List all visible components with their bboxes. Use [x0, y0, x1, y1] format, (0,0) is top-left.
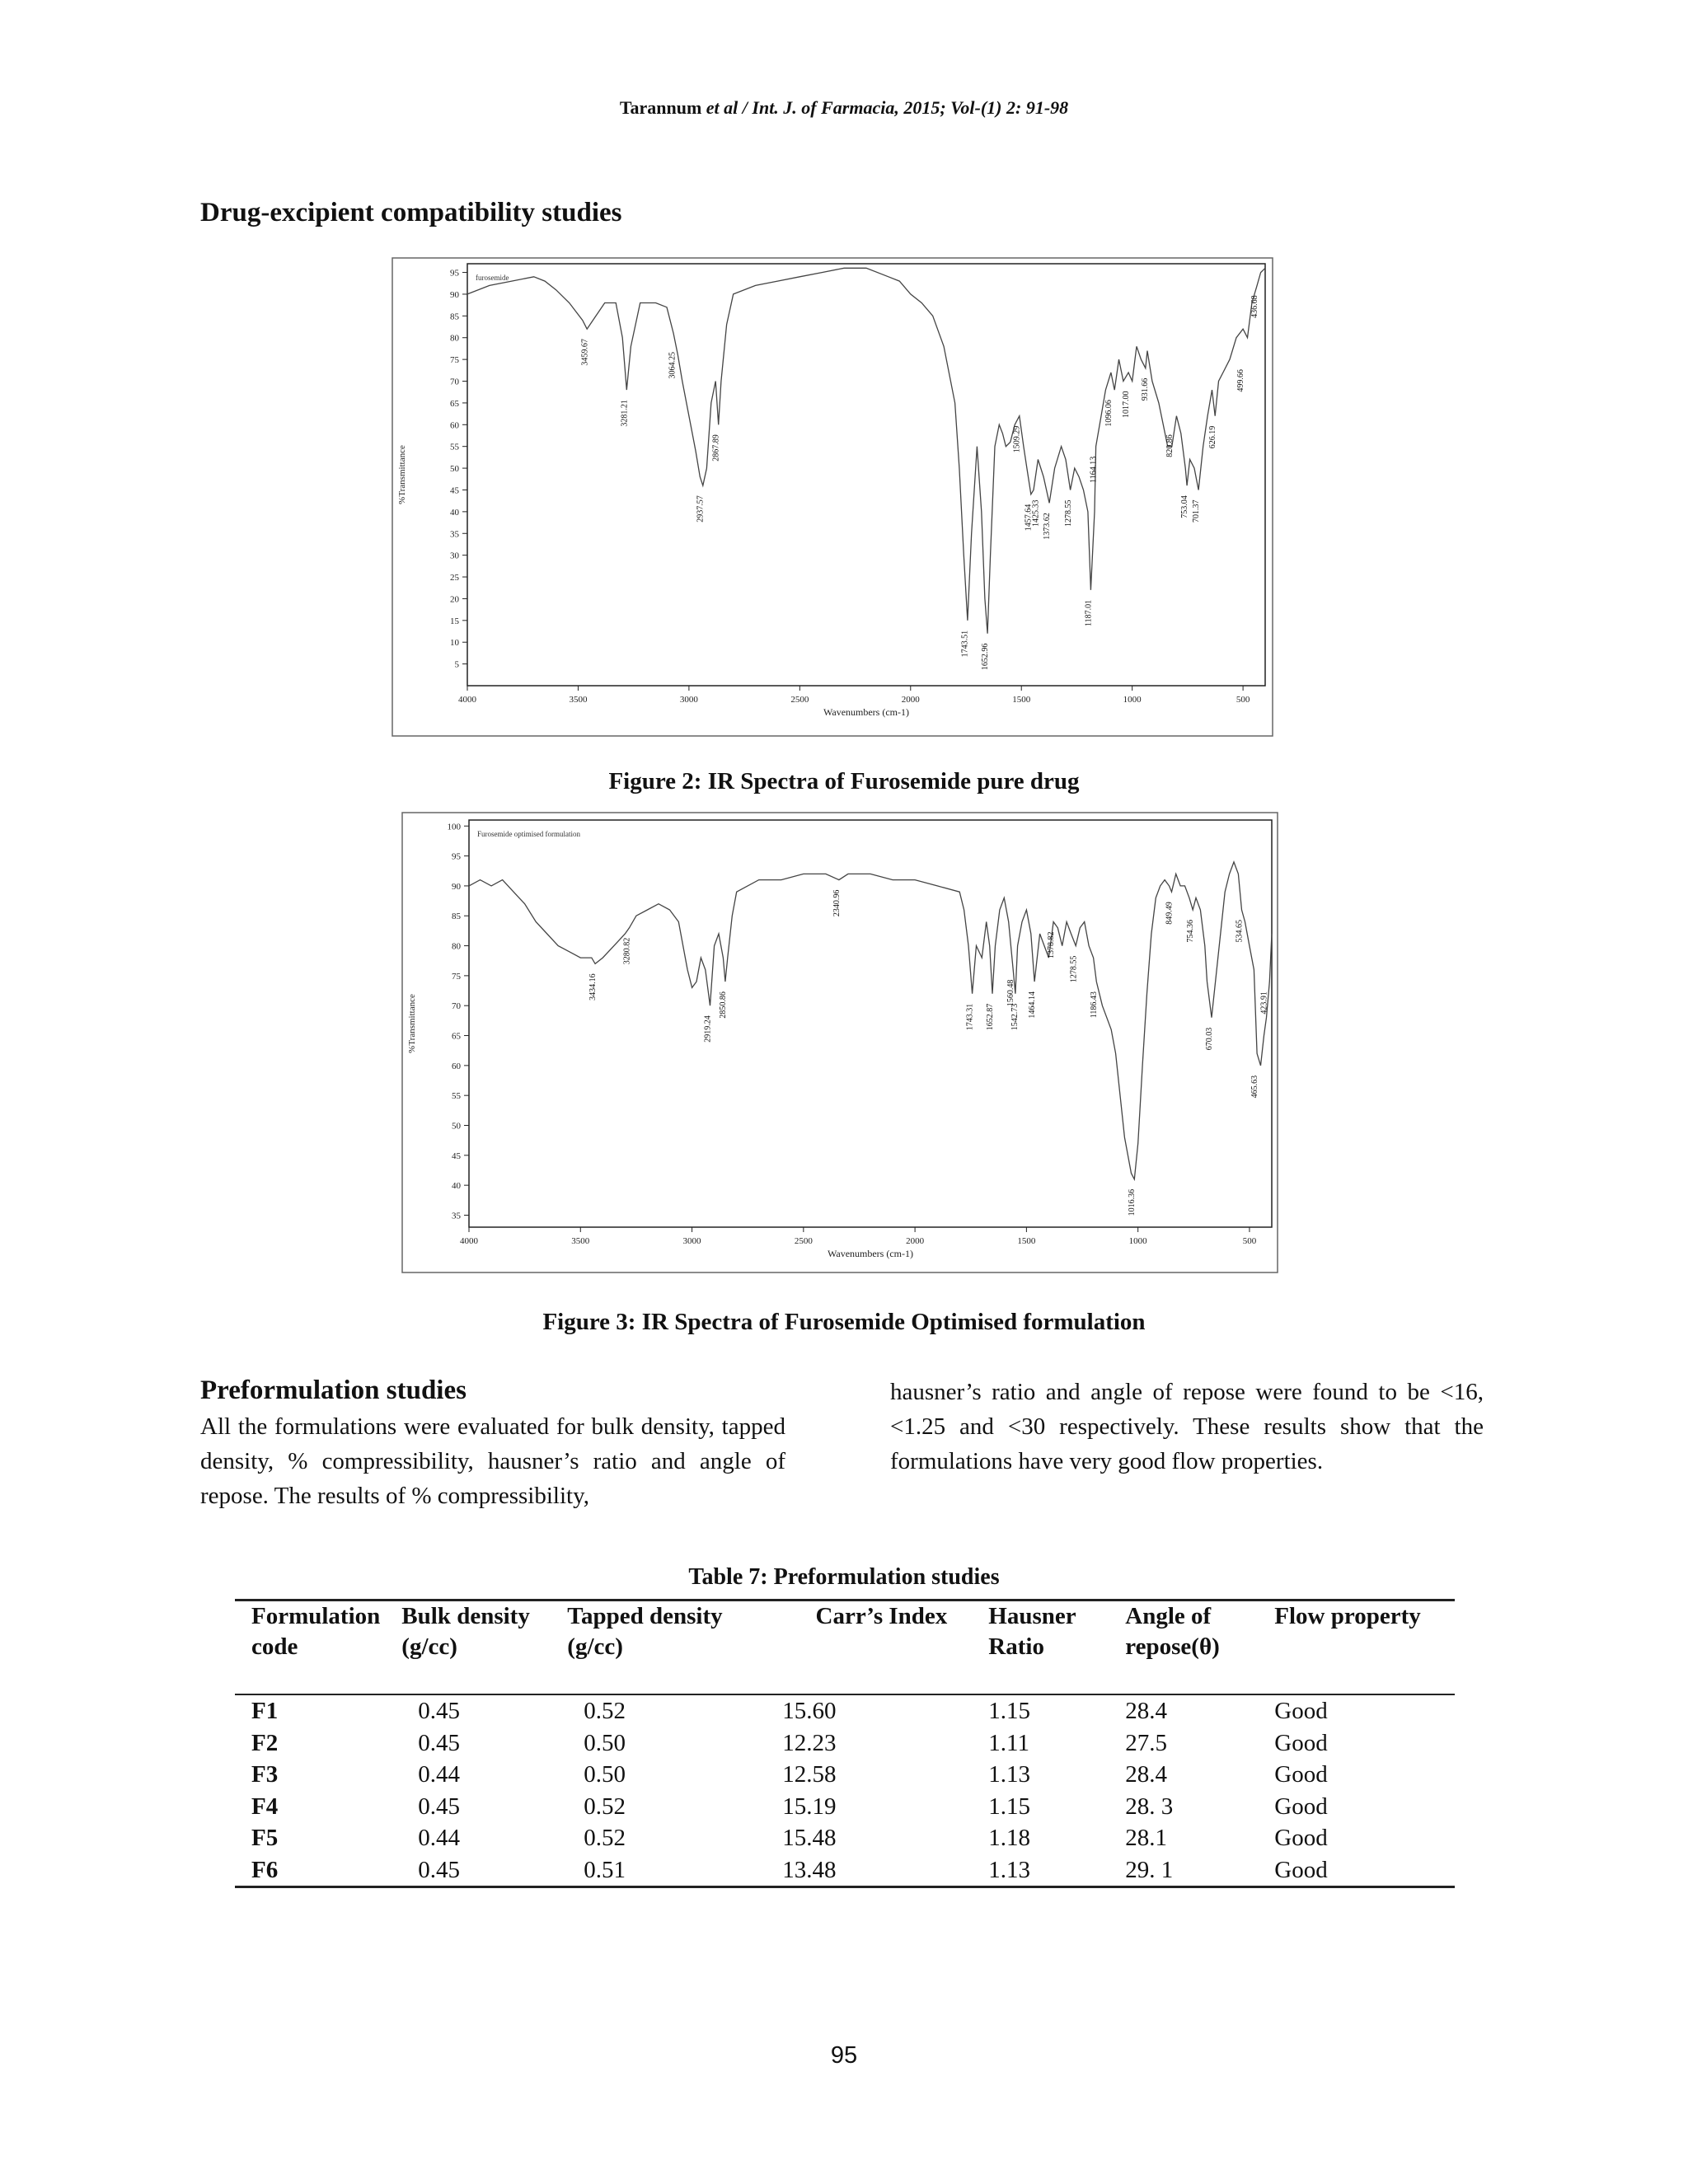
- column-header: Carr’s Index: [766, 1601, 972, 1695]
- y-tick-label: 35: [452, 1211, 461, 1221]
- page-number: 95: [830, 2042, 858, 2069]
- table-row: [235, 1694, 1455, 1727]
- y-tick-label: 75: [450, 355, 459, 366]
- table-cell: 0.45: [418, 1698, 461, 1724]
- peak-label: 753.04: [1180, 495, 1190, 518]
- peak-label: 1652.96: [981, 643, 991, 671]
- x-tick-label: 2000: [906, 1236, 925, 1246]
- table-cell: 12.23: [782, 1729, 837, 1756]
- table-cell: 0.45: [418, 1729, 461, 1756]
- peak-label: 754.36: [1186, 919, 1196, 943]
- table-cell: Good: [1258, 1854, 1455, 1887]
- table-cell: Good: [1274, 1761, 1328, 1788]
- figure-3-caption: Figure 3: IR Spectra of Furosemide Optimised formulation: [542, 1309, 1146, 1335]
- y-tick-label: 55: [452, 1091, 461, 1102]
- x-tick-label: 3500: [571, 1236, 590, 1246]
- table-cell: 1.15: [988, 1698, 1031, 1724]
- peak-label: 1425.33: [1031, 499, 1041, 527]
- peak-label: 849.49: [1165, 902, 1175, 925]
- x-tick-label: 1500: [1017, 1236, 1036, 1246]
- column-header: Formulation code: [235, 1601, 385, 1695]
- table-cell: 28.4: [1125, 1698, 1168, 1724]
- table-cell: F2: [251, 1729, 279, 1756]
- peak-label: 1464.14: [1028, 991, 1038, 1019]
- table-row: [235, 1791, 1455, 1823]
- peak-label: 1164.13: [1089, 456, 1099, 483]
- peak-label: 2867.89: [711, 434, 721, 462]
- peak-label: 931.66: [1141, 377, 1151, 401]
- table-cell: 0.50: [584, 1729, 626, 1756]
- peak-label: 1457.64: [1024, 504, 1034, 532]
- table-cell: 1.11: [988, 1729, 1029, 1756]
- x-tick-label: 4000: [458, 695, 476, 705]
- column-header: Tapped density (g/cc): [551, 1601, 766, 1695]
- peak-label: 2340.96: [832, 889, 842, 917]
- table-cell: 27.5: [1125, 1729, 1168, 1756]
- peak-label: 1652.87: [986, 1003, 996, 1031]
- peak-label: 820.86: [1165, 434, 1175, 457]
- peak-label: 436.68: [1250, 295, 1260, 318]
- x-tick-label: 1000: [1128, 1236, 1147, 1246]
- table-cell: 0.52: [584, 1825, 626, 1851]
- table-cell: 0.50: [584, 1761, 626, 1788]
- x-tick-label: 3000: [682, 1236, 701, 1246]
- peak-label: 1187.01: [1084, 599, 1094, 627]
- table-cell: 0.45: [418, 1793, 461, 1820]
- peak-label: 3064.25: [668, 352, 678, 379]
- figure-2-caption: Figure 2: IR Spectra of Furosemide pure drug: [608, 768, 1080, 794]
- table-cell: 28.4: [1125, 1761, 1168, 1788]
- figure-2: [392, 257, 1273, 737]
- y-tick-label: 65: [450, 398, 459, 409]
- peak-label: 1743.31: [965, 1003, 975, 1031]
- peak-label: 1378.82: [1047, 931, 1057, 958]
- y-tick-label: 40: [450, 507, 459, 518]
- table-cell: 15.48: [782, 1825, 837, 1851]
- y-tick-label: 45: [452, 1151, 461, 1161]
- table-cell: 15.19: [782, 1793, 837, 1820]
- y-tick-label: 85: [452, 912, 461, 922]
- x-tick-label: 2500: [790, 695, 809, 705]
- table-cell: 28. 3: [1125, 1793, 1174, 1820]
- peak-label: 2919.24: [703, 1015, 713, 1043]
- ir-spectrum-chart-2: [401, 812, 1278, 1273]
- peak-label: 499.66: [1236, 369, 1246, 392]
- peak-label: 2850.86: [718, 991, 728, 1019]
- y-axis-label: %Transmittance: [397, 445, 407, 504]
- y-tick-label: 50: [452, 1121, 461, 1132]
- table-cell: 29. 1: [1109, 1854, 1258, 1887]
- legend-label: furosemide: [476, 274, 509, 282]
- y-tick-label: 30: [450, 551, 459, 561]
- y-tick-label: 55: [450, 442, 459, 452]
- x-tick-label: 2000: [901, 695, 920, 705]
- table-cell: 1.15: [988, 1793, 1031, 1820]
- x-tick-label: 2500: [794, 1236, 813, 1246]
- table-cell: 0.51: [551, 1854, 766, 1887]
- y-tick-label: 25: [450, 573, 459, 583]
- table-cell: Good: [1274, 1698, 1328, 1724]
- peak-label: 701.37: [1191, 499, 1201, 523]
- table-row: [235, 1759, 1455, 1791]
- y-axis-label: %Transmittance: [407, 994, 417, 1053]
- column-header: Flow property: [1258, 1601, 1455, 1695]
- peak-label: 465.63: [1250, 1075, 1260, 1099]
- y-tick-label: 100: [447, 822, 461, 832]
- table-cell: F6: [235, 1854, 385, 1887]
- y-tick-label: 85: [450, 312, 459, 322]
- preformulation-left-text: All the formulations were evaluated for bulk density, tapped density, % compressibility, hausner’s ratio and angle of repose. The results of % compressibility,: [200, 1413, 785, 1509]
- column-header: Bulk density (g/cc): [385, 1601, 551, 1695]
- table-cell: Good: [1274, 1729, 1328, 1756]
- table-cell: 0.52: [584, 1793, 626, 1820]
- ir-spectrum-chart-1: [392, 257, 1273, 737]
- peak-label: 534.65: [1235, 919, 1245, 943]
- preformulation-left-column: [200, 1371, 785, 1513]
- table-cell: 0.52: [584, 1698, 626, 1724]
- x-axis-label: Wavenumbers (cm-1): [828, 1248, 913, 1259]
- column-header: Hausner Ratio: [972, 1601, 1109, 1695]
- y-tick-label: 75: [452, 971, 461, 982]
- table-cell: 0.45: [385, 1854, 551, 1887]
- header-authors: Tarannum: [619, 97, 702, 118]
- x-tick-label: 1000: [1123, 695, 1142, 705]
- peak-label: 2937.57: [696, 495, 706, 523]
- peak-label: 1560.48: [1006, 979, 1016, 1007]
- y-tick-label: 10: [450, 638, 459, 649]
- table-caption: Table 7: Preformulation studies: [688, 1564, 1000, 1590]
- peak-label: 3459.67: [580, 339, 590, 366]
- table-cell: F1: [251, 1698, 279, 1724]
- y-tick-label: 95: [450, 268, 459, 279]
- table-cell: F4: [251, 1793, 279, 1820]
- y-tick-label: 60: [450, 420, 459, 431]
- peak-label: 670.03: [1204, 1027, 1214, 1051]
- table-cell: 1.13: [988, 1761, 1031, 1788]
- table-cell: Good: [1274, 1793, 1328, 1820]
- table-row: [235, 1727, 1455, 1760]
- table-cell: Good: [1274, 1825, 1328, 1851]
- x-tick-label: 3500: [569, 695, 588, 705]
- legend-label: Furosemide optimised formulation: [477, 830, 580, 838]
- table-row: [235, 1822, 1455, 1854]
- x-tick-label: 500: [1236, 695, 1250, 705]
- table-cell: F5: [251, 1825, 279, 1851]
- column-header: Angle of repose(θ): [1109, 1601, 1258, 1695]
- table-cell: 1.18: [988, 1825, 1031, 1851]
- table-header-row: [235, 1601, 1455, 1695]
- y-tick-label: 45: [450, 485, 459, 496]
- y-tick-label: 80: [452, 941, 461, 952]
- peak-label: 1542.73: [1010, 1003, 1020, 1031]
- table-cell: F3: [251, 1761, 279, 1788]
- table-cell: 0.44: [418, 1761, 461, 1788]
- peak-label: 3281.21: [620, 400, 630, 427]
- y-tick-label: 5: [454, 659, 459, 670]
- y-tick-label: 35: [450, 529, 459, 540]
- peak-label: 1509.29: [1012, 425, 1022, 453]
- y-tick-label: 60: [452, 1061, 461, 1071]
- header-journal: / Int. J. of Farmacia, 2015; Vol-(1) 2: 91-98: [738, 97, 1069, 118]
- x-tick-label: 4000: [460, 1236, 478, 1246]
- peak-label: 1278.55: [1069, 955, 1079, 983]
- figure-frame: [392, 258, 1273, 736]
- x-tick-label: 1500: [1012, 695, 1031, 705]
- x-axis-label: Wavenumbers (cm-1): [823, 706, 909, 718]
- table-row: [235, 1854, 1455, 1887]
- figure-3: [401, 812, 1278, 1273]
- peak-label: 1373.62: [1043, 513, 1053, 540]
- peak-label: 423.91: [1259, 991, 1269, 1015]
- peak-label: 1186.43: [1090, 991, 1100, 1019]
- x-tick-label: 3000: [679, 695, 698, 705]
- preformulation-right-text: hausner’s ratio and angle of repose were found to be <16, <1.25 and <30 respectively. These results show that the formulations have very good flow properties.: [890, 1379, 1484, 1474]
- x-tick-label: 500: [1242, 1236, 1257, 1246]
- table-cell: 13.48: [766, 1854, 972, 1887]
- y-tick-label: 65: [452, 1031, 461, 1042]
- y-tick-label: 70: [452, 1001, 461, 1012]
- table-cell: 1.13: [972, 1854, 1109, 1887]
- preformulation-table: [235, 1599, 1455, 1888]
- y-tick-label: 80: [450, 333, 459, 344]
- table-cell: 0.44: [418, 1825, 461, 1851]
- peak-label: 3280.82: [622, 937, 632, 965]
- y-tick-label: 90: [452, 881, 461, 892]
- y-tick-label: 50: [450, 464, 459, 475]
- y-tick-label: 70: [450, 377, 459, 387]
- y-tick-label: 95: [452, 851, 461, 862]
- y-tick-label: 20: [450, 594, 459, 605]
- section-title: Drug-excipient compatibility studies: [200, 198, 622, 227]
- table-cell: 12.58: [782, 1761, 837, 1788]
- peak-label: 1016.36: [1128, 1188, 1137, 1216]
- peak-label: 1278.55: [1063, 499, 1073, 527]
- header-etal: et al: [706, 97, 738, 118]
- table-cell: 28.1: [1125, 1825, 1168, 1851]
- peak-label: 3434.16: [588, 973, 598, 1001]
- y-tick-label: 40: [452, 1181, 461, 1192]
- preformulation-heading: Preformulation studies: [200, 1376, 467, 1405]
- figure-frame: [402, 813, 1278, 1272]
- table-cell: 15.60: [782, 1698, 837, 1724]
- peak-label: 1743.51: [960, 630, 970, 658]
- y-tick-label: 90: [450, 289, 459, 300]
- peak-label: 1017.00: [1122, 391, 1132, 419]
- running-head: [0, 97, 1688, 119]
- peak-label: 1096.06: [1104, 400, 1114, 427]
- y-tick-label: 15: [450, 616, 459, 626]
- preformulation-right-column: [890, 1375, 1484, 1479]
- peak-label: 626.19: [1208, 425, 1218, 449]
